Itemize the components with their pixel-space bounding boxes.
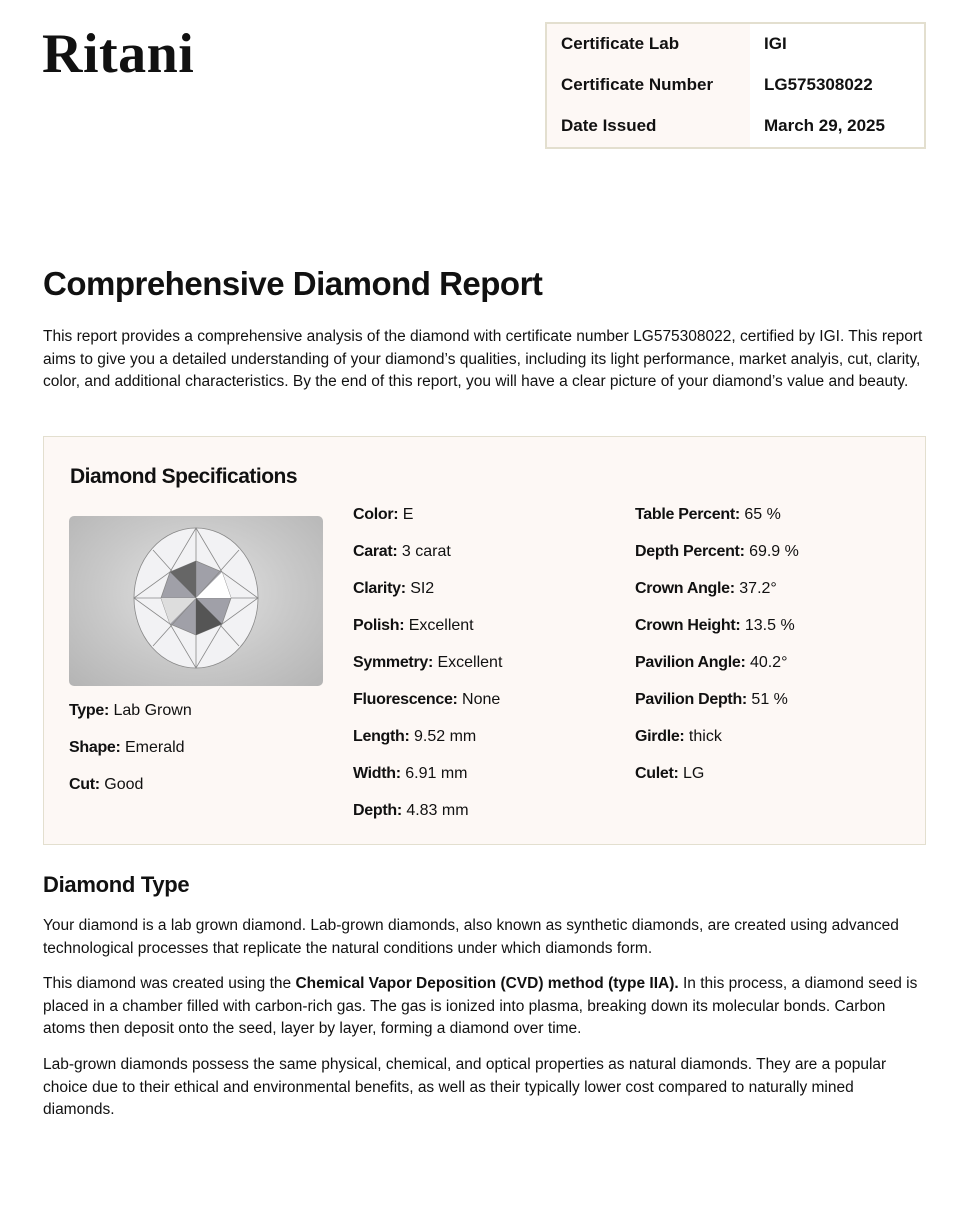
spec-item bbox=[353, 652, 502, 689]
spec-value: 51 % bbox=[751, 691, 788, 708]
spec-item bbox=[353, 504, 502, 541]
spec-label: Pavilion Angle: bbox=[635, 654, 746, 671]
certificate-table bbox=[545, 22, 926, 149]
spec-value: 65 % bbox=[744, 506, 781, 523]
spec-item bbox=[353, 763, 502, 800]
properties-paragraph: Lab-grown diamonds possess the same physical, chemical, and optical properties as natural diamonds. They are a popular choice due to their ethical and environmental benefits, as well as their typically lower cost compared to naturally mined diamonds. bbox=[43, 1056, 887, 1118]
spec-value: thick bbox=[688, 728, 722, 745]
spec-label: Length: bbox=[353, 728, 410, 745]
spec-value: 40.2° bbox=[749, 654, 788, 671]
spec-value: 4.83 mm bbox=[406, 802, 469, 819]
spec-item bbox=[635, 504, 799, 541]
spec-item bbox=[635, 652, 799, 689]
spec-cut: Cut: Good bbox=[69, 776, 144, 793]
spec-value: LG bbox=[682, 765, 705, 782]
spec-label: Symmetry: bbox=[353, 654, 434, 671]
intro-paragraph: This report provides a comprehensive analysis of the diamond with certificate number LG575308022, certified by IGI. This report aims to give you a detailed understanding of your diamond’s qualities, including its light performance, market analyis, cut, clarity, color, and additional characteristics. By the end of this report, you will have a clear picture of your diamond’s value and beauty. bbox=[43, 328, 923, 390]
spec-column-1 bbox=[69, 700, 192, 811]
diamond-specifications-panel bbox=[43, 436, 926, 845]
spec-value: 3 carat bbox=[401, 543, 451, 560]
spec-item bbox=[353, 541, 502, 578]
spec-label: Culet: bbox=[635, 765, 679, 782]
cvd-paragraph: This diamond was created using the Chemical Vapor Deposition (CVD) method (type IIA). In this process, a diamond seed is placed in a chamber filled with carbon-rich gas. The gas is ionized into plasma, breaking down its molecular bonds. Carbon atoms then deposit onto the seed, layer by layer, forming a diamond over time. bbox=[43, 975, 918, 1037]
spec-value: 9.52 mm bbox=[414, 728, 477, 745]
table-row bbox=[546, 106, 925, 148]
cert-value: IGI bbox=[750, 23, 925, 65]
spec-label: Carat: bbox=[353, 543, 398, 560]
spec-value: Excellent bbox=[408, 617, 474, 634]
table-row bbox=[546, 23, 925, 65]
diamond-image bbox=[69, 516, 323, 686]
table-row bbox=[546, 65, 925, 107]
spec-value: 6.91 mm bbox=[405, 765, 468, 782]
spec-item bbox=[353, 689, 502, 726]
spec-label: Crown Height: bbox=[635, 617, 741, 634]
cert-label: Certificate Lab bbox=[546, 23, 750, 65]
spec-label: Fluorescence: bbox=[353, 691, 458, 708]
spec-value: E bbox=[402, 506, 414, 523]
spec-item bbox=[353, 615, 502, 652]
spec-label: Pavilion Depth: bbox=[635, 691, 747, 708]
spec-value: 13.5 % bbox=[744, 617, 795, 634]
cert-value: March 29, 2025 bbox=[750, 106, 925, 148]
spec-shape: Shape: Emerald bbox=[69, 739, 185, 756]
diamond-type-heading: Diamond Type bbox=[43, 872, 190, 897]
spec-type: Type: Lab Grown bbox=[69, 702, 192, 719]
specs-heading: Diamond Specifications bbox=[70, 465, 298, 488]
cert-value: LG575308022 bbox=[750, 65, 925, 107]
spec-label: Table Percent: bbox=[635, 506, 740, 523]
spec-label: Clarity: bbox=[353, 580, 406, 597]
spec-item bbox=[353, 800, 502, 837]
spec-value: SI2 bbox=[410, 580, 435, 597]
spec-label: Crown Angle: bbox=[635, 580, 735, 597]
spec-item bbox=[635, 763, 799, 800]
spec-column-3 bbox=[635, 504, 799, 800]
spec-item bbox=[635, 578, 799, 615]
spec-label: Depth Percent: bbox=[635, 543, 745, 560]
spec-label: Depth: bbox=[353, 802, 402, 819]
cert-label: Certificate Number bbox=[546, 65, 750, 107]
spec-item bbox=[635, 615, 799, 652]
spec-item bbox=[635, 689, 799, 726]
diamond-type-paragraph: Your diamond is a lab grown diamond. Lab-grown diamonds, also known as synthetic diamonds, are created using advanced technological processes that replicate the natural conditions under which diamonds form. bbox=[43, 917, 899, 957]
spec-label: Width: bbox=[353, 765, 401, 782]
spec-label: Color: bbox=[353, 506, 399, 523]
spec-column-2 bbox=[353, 504, 502, 837]
page-title: Comprehensive Diamond Report bbox=[43, 265, 543, 302]
ritani-logo: Ritani bbox=[42, 23, 195, 85]
spec-label: Girdle: bbox=[635, 728, 685, 745]
spec-value: 69.9 % bbox=[749, 543, 799, 560]
spec-label: Polish: bbox=[353, 617, 405, 634]
spec-value: 37.2° bbox=[739, 580, 777, 597]
cert-label: Date Issued bbox=[546, 106, 750, 148]
spec-value: Excellent bbox=[437, 654, 503, 671]
spec-item bbox=[635, 541, 799, 578]
spec-item bbox=[635, 726, 799, 763]
spec-item bbox=[353, 578, 502, 615]
spec-value: None bbox=[462, 691, 501, 708]
spec-item bbox=[353, 726, 502, 763]
